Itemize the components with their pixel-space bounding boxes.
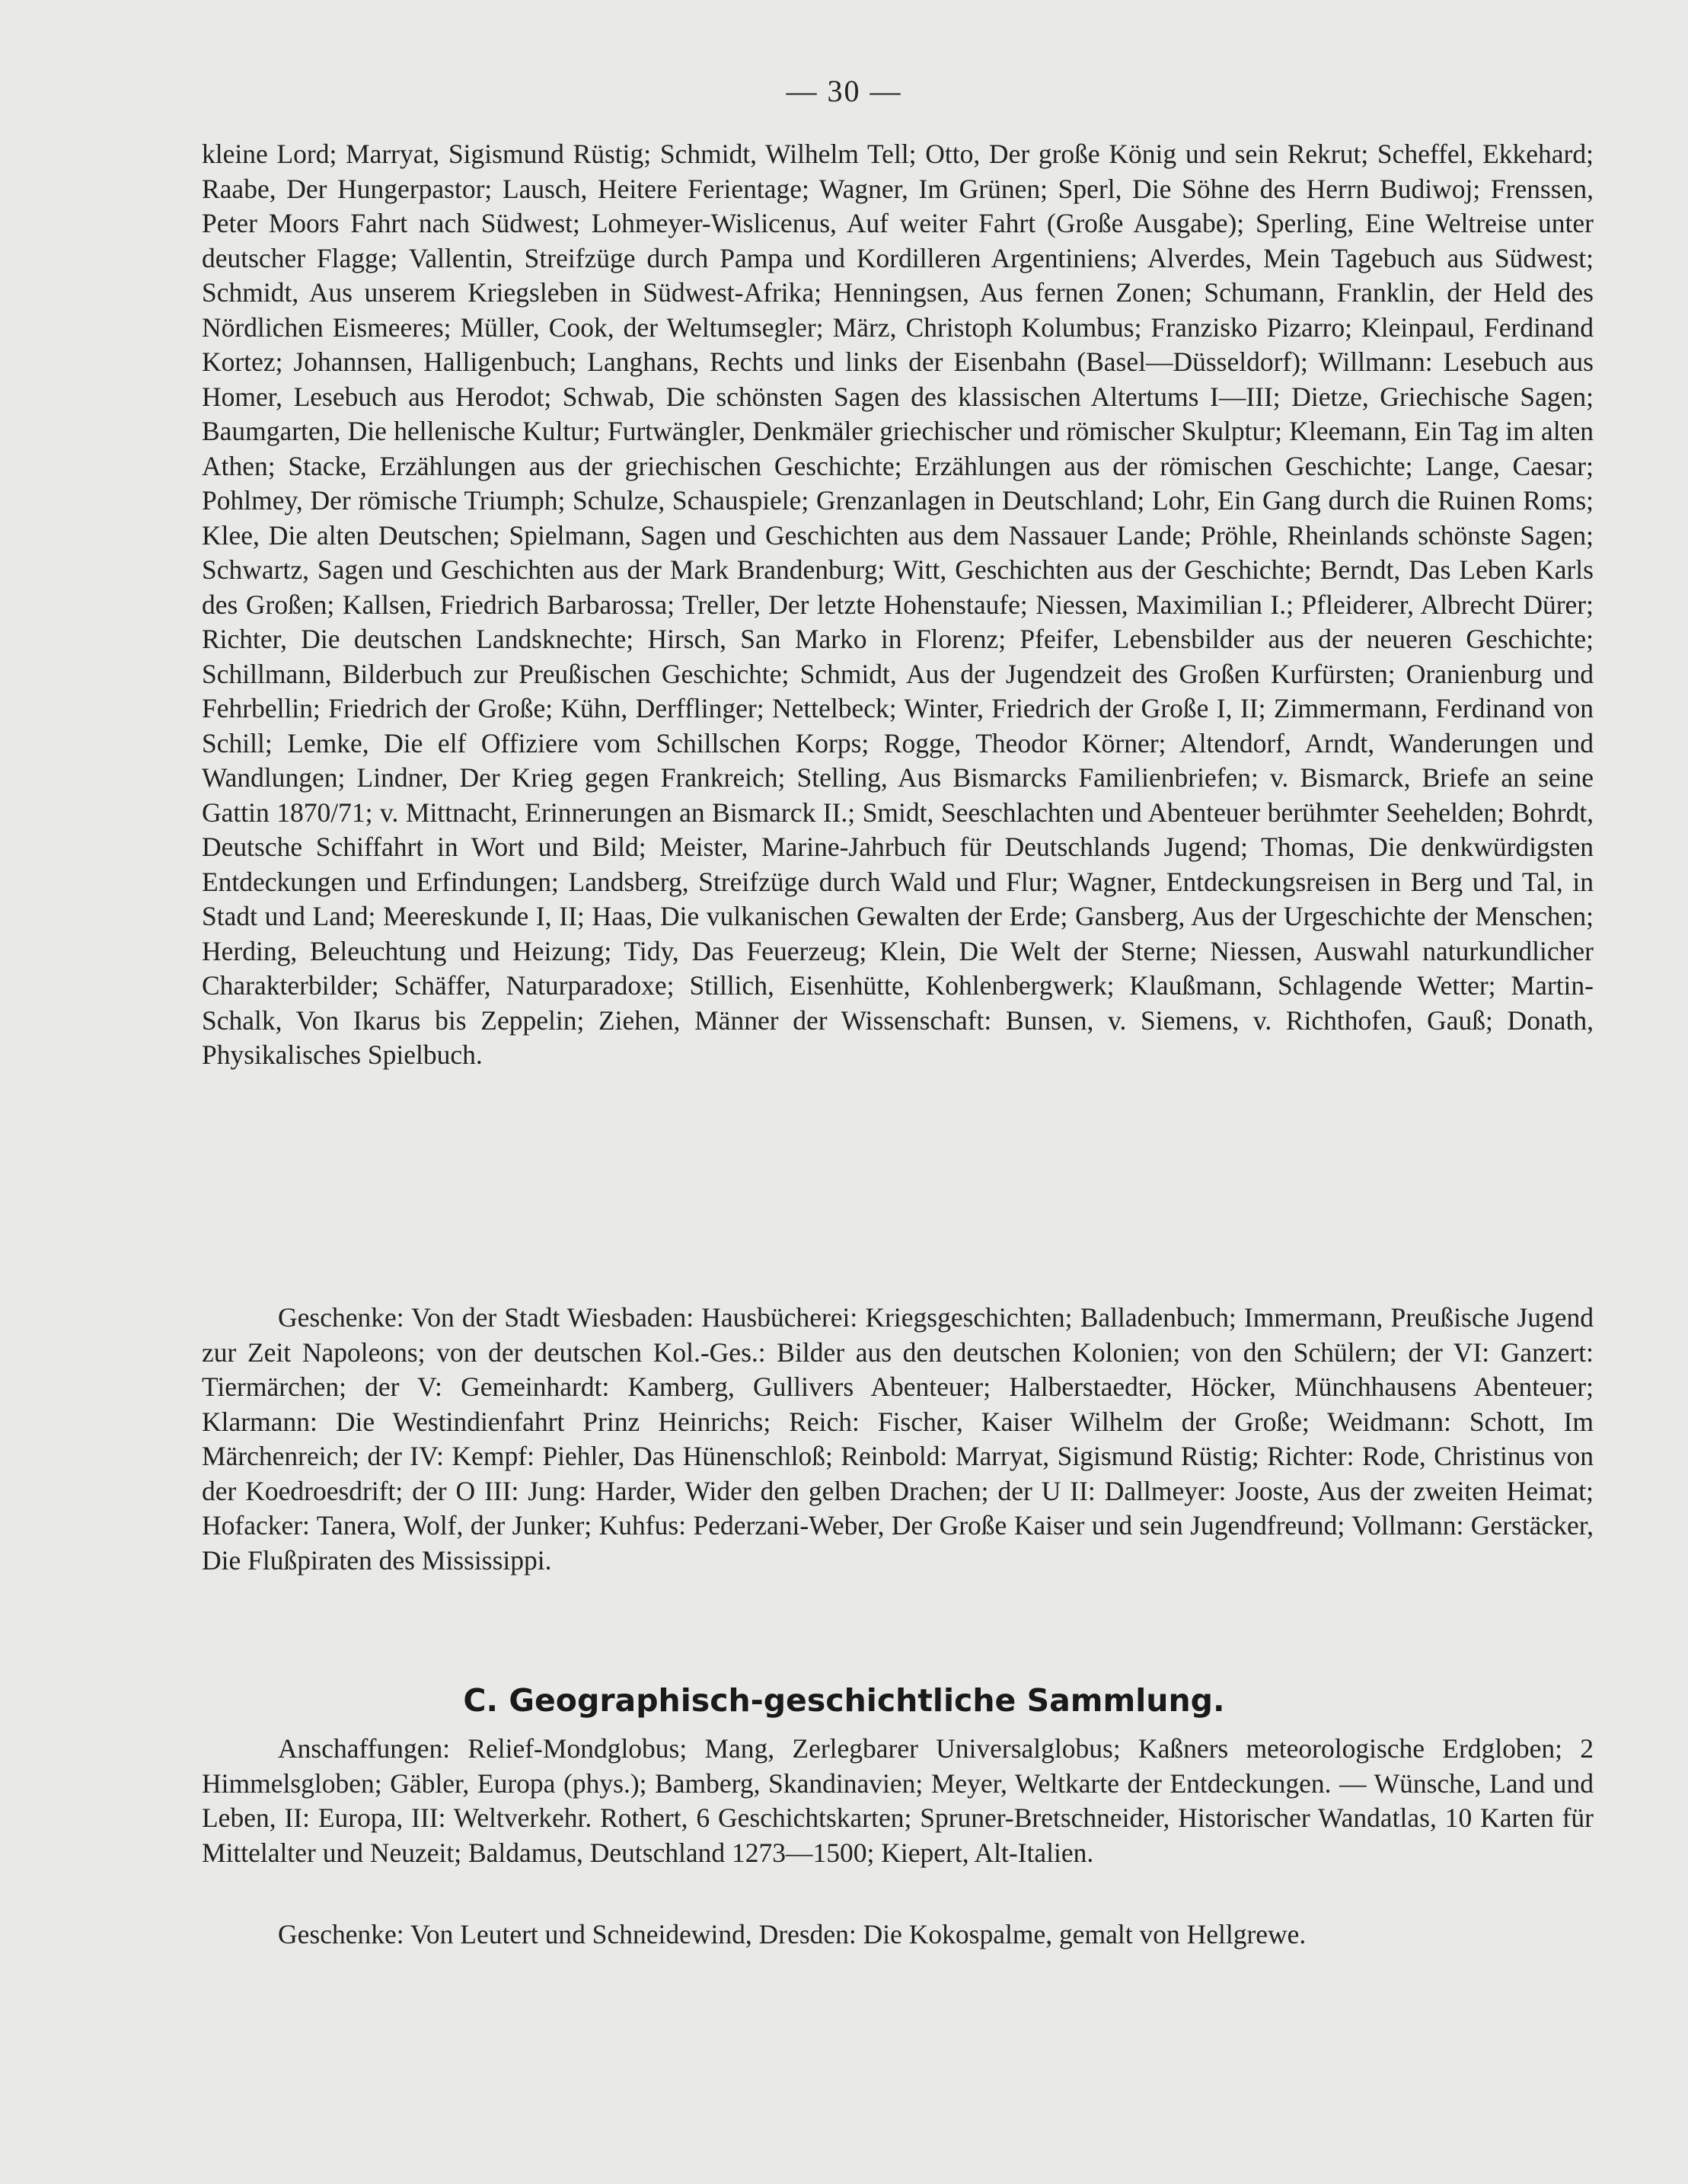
page-number: — 30 — <box>786 74 902 108</box>
paragraph-text: Anschaffungen: Relief-Mondglobus; Mang, Zerlegbarer Universalglobus; Kaßners meteorologische Erdgloben; 2 Himmelsgloben; Gäbler, Europa (phys.); Bamberg, Skandinavien; Meyer, Weltkarte der Entdeckungen. — Wünsche, Land und Leben, II: Europa, III: Weltverkehr. Rothert, 6 Geschichtskarten; Spruner-Bretschneider, Historischer Wandatlas, 10 Karten für Mittelalter und Neuzeit; Baldamus, Deutschland 1273—1500; Kiepert, Alt-Italien. <box>202 1733 1594 1868</box>
acquisitions-paragraph <box>202 1732 1594 1870</box>
section-gifts-paragraph <box>202 1917 1594 1953</box>
paragraph-text: kleine Lord; Marryat, Sigismund Rüstig; Schmidt, Wilhelm Tell; Otto, Der große König und sein Rekrut; Scheffel, Ekkehard; Raabe, Der Hungerpastor; Lausch, Heitere Ferientage; Wagner, Im Grünen; Sperl, Die Söhne des Herrn Budiwoj; Frenssen, Peter Moors Fahrt nach Südwest; Lohmeyer-Wislicenus, Auf weiter Fahrt (Große Ausgabe); Sperling, Eine Weltreise unter deutscher Flagge; Vallentin, Streifzüge durch Pampa und Kordilleren Argentiniens; Alverdes, Mein Tagebuch aus Südwest; Schmidt, Aus unserem Kriegsleben in Südwest-Afrika; Henningsen, Aus fernen Zonen; Schumann, Franklin, der Held des Nördlichen Eismeeres; Müller, Cook, der Weltumsegler; März, Christoph Kolumbus; Franzisko Pizarro; Kleinpaul, Ferdinand Kortez; Johannsen, Halligenbuch; Langhans, Rechts und links der Eisenbahn (Basel—Düsseldorf); Willmann: Lesebuch aus Homer, Lesebuch aus Herodot; Schwab, Die schönsten Sagen des klassischen Altertums I—III; Dietze, Griechische Sagen; Baumgarten, Die hellenische Kultur; Furtwängler, Denkmäler griechischer und römischer Skulptur; Kleemann, Ein Tag im alten Athen; Stacke, Erzählungen aus der griechischen Geschichte; Erzählungen aus der römischen Geschichte; Lange, Caesar; Pohlmey, Der römische Triumph; Schulze, Schauspiele; Grenzanlagen in Deutschland; Lohr, Ein Gang durch die Ruinen Roms; Klee, Die alten Deutschen; Spielmann, Sagen und Geschichten aus dem Nassauer Lande; Pröhle, Rheinlands schönste Sagen; Schwartz, Sagen und Geschichten aus der Mark Brandenburg; Witt, Geschichten aus der Geschichte; Berndt, Das Leben Karls des Großen; Kallsen, Friedrich Barbarossa; Treller, Der letzte Hohenstaufe; Niessen, Maximilian I.; Pfleiderer, Albrecht Dürer; Richter, Die deutschen Landsknechte; Hirsch, San Marko in Florenz; Pfeifer, Lebensbilder aus der neueren Geschichte; Schillmann, Bilderbuch zur Preußischen Geschichte; Schmidt, Aus der Jugendzeit des Großen Kurfürsten; Oranienburg und Fehrbellin; Friedrich der Große; Kühn, Derfflinger; Nettelbeck; Winter, Friedrich der Große I, II; Zimmermann, Ferdinand von Schill; Lemke, Die elf Offiziere vom Schillschen Korps; Rogge, Theodor Körner; Altendorf, Arndt, Wanderungen und Wandlungen; Lindner, Der Krieg gegen Frankreich; Stelling, Aus Bismarcks Familienbriefen; v. Bismarck, Briefe an seine Gattin 1870/71; v. Mittnacht, Erinnerungen an Bismarck II.; Smidt, Seeschlachten und Abenteuer berühmter Seehelden; Bohrdt, Deutsche Schiffahrt in Wort und Bild; Meister, Marine-Jahrbuch für Deutschlands Jugend; Thomas, Die denkwürdigsten Entdeckungen und Erfindungen; Landsberg, Streifzüge durch Wald und Flur; Wagner, Entdeckungsreisen in Berg und Tal, in Stadt und Land; Meereskunde I, II; Haas, Die vulkanischen Gewalten der Erde; Gansberg, Aus der Urgeschichte der Menschen; Herding, Beleuchtung und Heizung; Tidy, Das Feuerzeug; Klein, Die Welt der Sterne; Niessen, Auswahl naturkundlicher Charakterbilder; Schäffer, Naturparadoxe; Stillich, Eisenhütte, Kohlenbergwerk; Klaußmann, Schlagende Wetter; Martin-Schalk, Von Ikarus bis Zeppelin; Ziehen, Männer der Wissenschaft: Bunsen, v. Siemens, v. Richthofen, Gauß; Donath, Physikalisches Spielbuch. <box>202 139 1594 1070</box>
paragraph-text: Geschenke: Von der Stadt Wiesbaden: Hausbücherei: Kriegsgeschichten; Balladenbuch; Immermann, Preußische Jugend zur Zeit Napoleons; von der deutschen Kol.-Ges.: Bilder aus den deutschen Kolonien; von den Schülern; der VI: Ganzert: Tiermärchen; der V: Gemeinhardt: Kamberg, Gullivers Abenteuer; Halberstaedter, Höcker, Münchhausens Abenteuer; Klarmann: Die Westindienfahrt Prinz Heinrichs; Reich: Fischer, Kaiser Wilhelm der Große; Weidmann: Schott, Im Märchenreich; der IV: Kempf: Piehler, Das Hünenschloß; Reinbold: Marryat, Sigismund Rüstig; Richter: Rode, Christinus von der Koedroesdrift; der O III: Jung: Harder, Wider den gelben Drachen; der U II: Dallmeyer: Jooste, Aus der zweiten Heimat; Hofacker: Tanera, Wolf, der Junker; Kuhfus: Pederzani-Weber, Der Große Kaiser und sein Jugendfreund; Vollmann: Gerstäcker, Die Flußpiraten des Mississippi. <box>202 1302 1594 1576</box>
book-list-paragraph <box>202 137 1594 1073</box>
gifts-paragraph <box>202 1301 1594 1578</box>
paragraph-text: Geschenke: Von Leutert und Schneidewind, Dresden: Die Kokospalme, gemalt von Hellgrewe. <box>278 1919 1307 1949</box>
section-heading: C. Geographisch-geschichtliche Sammlung. <box>463 1682 1225 1719</box>
